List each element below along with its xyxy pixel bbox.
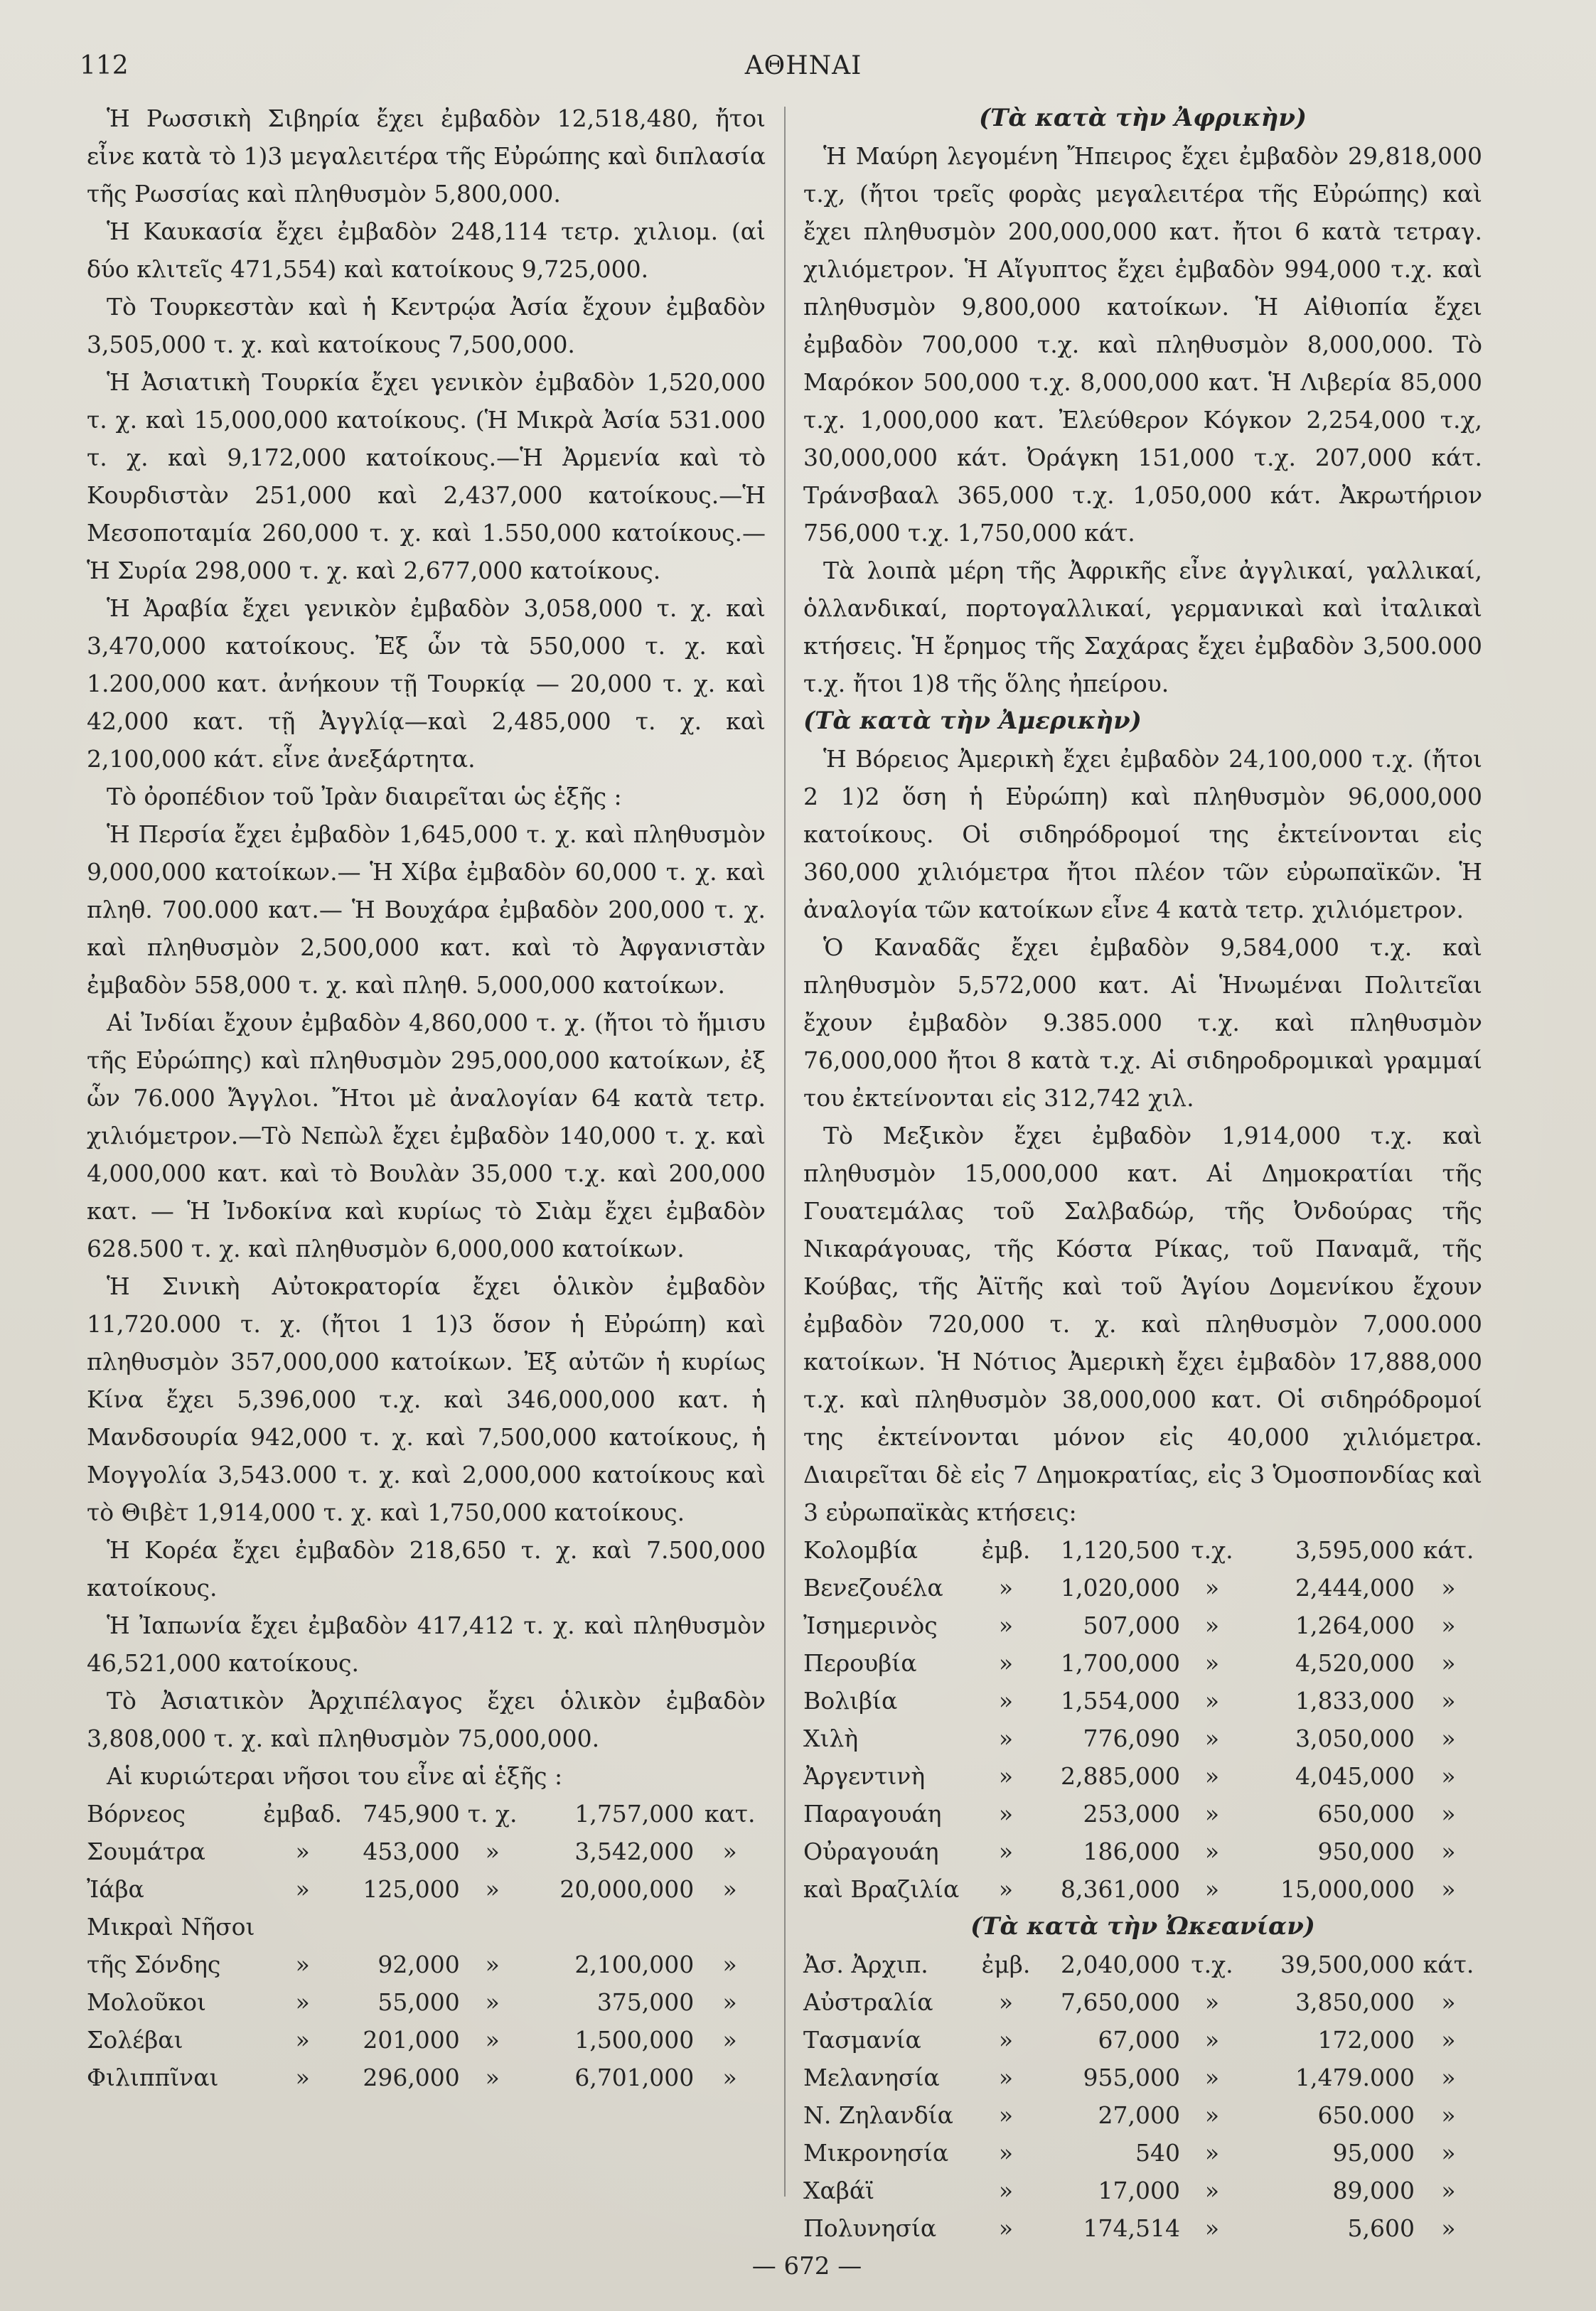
paragraph: Ἡ Μαύρη λεγομένη Ἤπειρος ἔχει ἐμβαδὸν 29,818,000 τ.χ, (ἤτοι τρεῖς φορὰς μεγαλειτέρα τῆς Εὐρώπης) καὶ ἔχει πληθυσμὸν 200,000,000 κατ. ἤτοι 6 κατὰ τετραγ. χιλιόμετρον. Ἡ Αἴγυπτος ἔχει ἐμβαδὸν 994,000 τ.χ. καὶ πληθυσμὸν 9,800,000 κατοίκων. Ἡ Αἰθιοπία ἔχει ἐμβαδὸν 700,000 τ.χ. καὶ πληθυσμὸν 8,000,000. Τὸ Μαρόκον 500,000 τ.χ. 8,000,000 κατ. Ἡ Λιβερία 85,000 τ.χ. 1,000,000 κατ. Ἐλεύθερον Κόγκον 2,254,000 τ.χ, 30,000,000 κάτ. Ὀράγκη 151,000 τ.χ. 207,000 κάτ. Τράνσβααλ 365,000 τ.χ. 1,050,000 κάτ. Ἀκρωτήριον 756,000 τ.χ. 1,750,000 κάτ. [803,142,1482,547]
ditto-mark: » [485,2064,500,2091]
area-value: 174,514 [1083,2214,1180,2242]
ditto-mark: » [1441,2101,1456,2129]
ditto-mark: » [722,1988,737,2016]
area-value: 27,000 [1098,2101,1180,2129]
area-unit: τ.χ. [1191,1536,1233,1564]
population-value: 3,050,000 [1295,1725,1415,1752]
ditto-mark: » [998,2214,1014,2242]
population-value: 172,000 [1317,2026,1415,2054]
area-value: 540 [1135,2139,1180,2167]
population-value: 3,850,000 [1295,1988,1415,2016]
area-value: 955,000 [1083,2064,1180,2091]
ditto-mark: » [1441,1649,1456,1677]
ditto-mark: » [1441,2214,1456,2242]
paragraph: Ἡ Κορέα ἔχει ἐμβαδὸν 218,650 τ. χ. καὶ 7.500,000 κατοίκους. [87,1536,766,1602]
population-value: 3,595,000 [1295,1536,1415,1564]
row-name: Σουμάτρα [87,1838,205,1865]
page-number: 112 [80,51,129,80]
row-name: Παραγουάη [803,1800,942,1828]
row-name: Ν. Ζηλανδία [803,2101,953,2129]
population-value: 1,757,000 [574,1800,695,1828]
ditto-mark: » [1441,2064,1456,2091]
ditto-mark: » [998,2101,1014,2129]
population-value: 2,444,000 [1295,1574,1415,1602]
area-label: ἐμβ. [981,1536,1031,1564]
paragraph: Ἡ Ρωσσικὴ Σιβηρία ἔχει ἐμβαδὸν 12,518,480, ἤτοι εἶνε κατὰ τὸ 1)3 μεγαλειτέρα τῆς Εὐρώπης καὶ διπλασία τῆς Ρωσσίας καὶ πληθυσμὸν 5,800,000. [87,104,766,208]
population-value: 950,000 [1317,1838,1415,1865]
ditto-mark: » [998,2026,1014,2054]
table-row [803,1531,1482,1569]
row-name: Βολιβία [803,1687,898,1715]
table-row [87,1983,766,2021]
population-value: 3,542,000 [574,1838,695,1865]
population-value: 1,500,000 [574,2026,695,2054]
ditto-mark: » [1204,2101,1220,2129]
row-name: Ἰάβα [87,1875,144,1903]
row-name: Περουβία [803,1649,917,1677]
ditto-mark: » [1204,1800,1220,1828]
ditto-mark: » [1204,1649,1220,1677]
ditto-mark: » [485,1875,500,1903]
ditto-mark: » [722,2026,737,2054]
area-value: 17,000 [1098,2177,1180,2204]
area-value: 2,885,000 [1061,1762,1180,1790]
population-unit: κάτ. [1423,1951,1474,1978]
area-value: 453,000 [363,1838,460,1865]
ditto-mark: » [1441,1725,1456,1752]
ditto-mark: » [998,1687,1014,1715]
section-heading-america: (Τὰ κατὰ τὴν Ἀμερικὴν) [803,707,1142,735]
area-value [342,1908,460,1946]
paragraph: Ὁ Καναδᾶς ἔχει ἐμβαδὸν 9,584,000 τ.χ. καὶ πληθυσμὸν 5,572,000 κατ. Αἱ Ἡνωμέναι Πολιτεῖαι ἔχουν ἐμβαδὸν 9.385.000 τ.χ. καὶ πληθυσμὸν 76,000,000 ἤτοι 8 κατὰ τ.χ. Αἱ σιδηροδρομικαὶ γραμμαί του ἐκτείνονται εἰς 312,742 χιλ. [803,933,1482,1112]
ditto-mark: » [1204,1988,1220,2016]
row-name: Βενεζουέλα [803,1574,943,1602]
ditto-mark: » [1204,1875,1220,1903]
table-row [803,1795,1482,1833]
right-column [803,100,1482,2247]
area-value: 1,020,000 [1061,1574,1180,1602]
row-name: Τασμανία [803,2026,921,2054]
ditto-mark: » [1441,1838,1456,1865]
population-value: 20,000,000 [559,1875,695,1903]
paragraph: Αἱ κυριώτεραι νῆσοι του εἶνε αἱ ἑξῆς : [107,1762,563,1790]
ditto-mark: » [295,2026,310,2054]
ditto-mark: » [295,1951,310,1978]
ditto-mark: » [485,1838,500,1865]
row-name: Χιλὴ [803,1725,859,1752]
table-row [87,1946,766,1983]
table-row [87,1908,766,1946]
table-row [803,1757,1482,1795]
row-name: καὶ Βραζιλία [803,1875,960,1903]
ditto-mark: » [1441,1762,1456,1790]
paragraph: Ἡ Περσία ἔχει ἐμβαδὸν 1,645,000 τ. χ. καὶ πληθυσμὸν 9,000,000 κατοίκων.— Ἡ Χίβα ἐμβαδὸν 60,000 τ. χ. καὶ πληθ. 700.000 κατ.— Ἡ Βουχάρα ἐμβαδὸν 200,000 τ. χ. καὶ πληθυσμὸν 2,500,000 κατ. καὶ τὸ Ἀφγανιστὰν ἐμβαδὸν 558,000 τ. χ. καὶ πληθ. 5,000,000 κατοίκων. [87,820,766,999]
ditto-mark: » [1204,2214,1220,2242]
ditto-mark [694,1908,766,1946]
area-value: 125,000 [363,1875,460,1903]
area-value: 296,000 [363,2064,460,2091]
ditto-mark: » [1204,1838,1220,1865]
ditto-mark: » [1204,1687,1220,1715]
islands-rows [87,1833,766,2096]
left-column [87,100,766,2096]
footer-page-number: — 672 — [751,2252,862,2280]
islands-table [87,1795,766,2096]
area-value: 745,900 [363,1800,460,1828]
ditto-mark: » [998,1875,1014,1903]
paragraph: Ἡ Βόρειος Ἀμερικὴ ἔχει ἐμβαδὸν 24,100,000 τ.χ. (ἤτοι 2 1)2 ὅση ἡ Εὐρώπη) καὶ πληθυσμὸν 96,000,000 κατοίκους. Οἱ σιδηρόδρομοί της ἐκτείνονται εἰς 360,000 χιλιόμετρα ἤτοι πλέον τῶν εὐρωπαϊκῶν. Ἡ ἀναλογία τῶν κατοίκων εἶνε 4 κατὰ τετρ. χιλιόμετρον. [803,745,1482,923]
country-name: Κολομβία [803,1536,918,1564]
ditto-mark: » [1441,1988,1456,2016]
area-value: 55,000 [377,1988,460,2016]
paragraph: Ἡ Ἀραβία ἔχει γενικὸν ἐμβαδὸν 3,058,000 τ. χ. καὶ 3,470,000 κατοίκους. Ἐξ ὧν τὰ 550,000 τ. χ. καὶ 1.200,000 κατ. ἀνήκουν τῇ Τουρκίᾳ — 20,000 τ. χ. καὶ 42,000 κατ. τῇ Ἀγγλίᾳ—καὶ 2,485,000 τ. χ. καὶ 2,100,000 κάτ. εἶνε ἀνεξάρτητα. [87,594,766,773]
paragraph: Ἡ Καυκασία ἔχει ἐμβαδὸν 248,114 τετρ. χιλιομ. (αἱ δύο κλιτεῖς 471,554) καὶ κατοίκους 9,725,000. [87,218,766,283]
ditto-mark: » [998,1612,1014,1639]
paragraph: Ἡ Ἀσιατικὴ Τουρκία ἔχει γενικὸν ἐμβαδὸν 1,520,000 τ. χ. καὶ 15,000,000 κατοίκους. (Ἡ Μικρὰ Ἀσία 531.000 τ. χ. καὶ 9,172,000 κατοίκους.—Ἡ Ἀρμενία καὶ τὸ Κουρδιστὰν 251,000 καὶ 2,437,000 κατοίκους.—Ἡ Μεσοποταμία 260,000 τ. χ. καὶ 1.550,000 κατοίκους.—Ἡ Συρία 298,000 τ. χ. καὶ 2,677,000 κατοίκους. [87,368,766,584]
paragraph: Αἱ Ἰνδίαι ἔχουν ἐμβαδὸν 4,860,000 τ. χ. (ἤτοι τὸ ἥμισυ τῆς Εὐρώπης) καὶ πληθυσμὸν 295,000,000 κατοίκων, ἐξ ὧν 76.000 Ἄγγλοι. Ἤτοι μὲ ἀναλογίαν 64 κατὰ τετρ. χιλιόμετρον.—Τὸ Νεπὼλ ἔχει ἐμβαδὸν 140,000 τ. χ. καὶ 4,000,000 κατ. καὶ τὸ Βουλὰν 35,000 τ.χ. καὶ 200,000 κατ. — Ἡ Ἰνδοκίνα καὶ κυρίως τὸ Σιὰμ ἔχει ἐμβαδὸν 628.500 τ. χ. καὶ πληθυσμὸν 6,000,000 κατοίκων. [87,1009,766,1262]
table-row [803,1870,1482,1908]
section-heading-oceania: (Τὰ κατὰ τὴν Ὠκεανίαν) [970,1912,1315,1941]
ditto-mark: » [1204,1574,1220,1602]
table-row [87,1795,766,1833]
table-row [803,2021,1482,2059]
row-name: Ἀργεντινὴ [803,1762,926,1790]
ditto-mark: » [295,2064,310,2091]
area-value: 186,000 [1083,1838,1180,1865]
row-name: Σολέβαι [87,2026,183,2054]
ditto-mark: » [1441,2177,1456,2204]
ditto-mark: » [1204,2064,1220,2091]
ditto-mark: » [722,2064,737,2091]
paragraph: Τὸ Ἀσιατικὸν Ἀρχιπέλαγος ἔχει ὁλικὸν ἐμβαδὸν 3,808,000 τ. χ. καὶ πληθυσμὸν 75,000,000. [87,1687,766,1752]
population-value: 650,000 [1317,1800,1415,1828]
population-value: 95,000 [1332,2139,1415,2167]
table-row [803,1946,1482,1983]
ditto-mark: » [998,1838,1014,1865]
table-row [803,1607,1482,1644]
table-row [87,2059,766,2096]
area-value: 2,040,000 [1061,1951,1180,1978]
ditto-mark: » [722,1951,737,1978]
paragraph: Τὸ ὀροπέδιον τοῦ Ἰρὰν διαιρεῖται ὡς ἑξῆς : [107,783,622,810]
paragraph: Τὸ Τουρκεστὰν καὶ ἡ Κεντρῴα Ἀσία ἔχουν ἐμβαδὸν 3,505,000 τ. χ. καὶ κατοίκους 7,500,000. [87,293,766,358]
row-name: Μελανησία [803,2064,940,2091]
area-value: 776,090 [1083,1725,1180,1752]
ditto-mark: » [998,1762,1014,1790]
row-name: Οὐραγουάη [803,1838,939,1865]
area-value: 201,000 [363,2026,460,2054]
population-value: 5,600 [1347,2214,1415,2242]
area-value: 1,700,000 [1061,1649,1180,1677]
area-unit: τ.χ. [1191,1951,1233,1978]
ditto-mark: » [722,1875,737,1903]
ditto-mark: » [1441,1800,1456,1828]
population-value: 6,701,000 [574,2064,695,2091]
ditto-mark: » [1204,2026,1220,2054]
section-heading-africa: (Τὰ κατὰ τὴν Ἀφρικὴν) [978,104,1307,132]
area-label: ἐμβ. [981,1951,1031,1978]
row-name: τῆς Σόνδης [87,1951,221,1978]
ditto-mark: » [1441,2139,1456,2167]
area-value: 507,000 [1083,1612,1180,1639]
population-value: 2,100,000 [574,1951,695,1978]
ditto-mark: » [998,2064,1014,2091]
area-value: 253,000 [1083,1800,1180,1828]
row-name: Μολοῦκοι [87,1988,206,2016]
population-value: 4,520,000 [1295,1649,1415,1677]
america-rows [803,1569,1482,1908]
ditto-mark: » [1441,1612,1456,1639]
table-row [803,2172,1482,2209]
ditto-mark: » [295,1875,310,1903]
row-name: Πολυνησία [803,2214,937,2242]
table-row [803,2134,1482,2172]
ditto-mark: » [1441,1875,1456,1903]
paragraph: Τὰ λοιπὰ μέρη τῆς Ἀφρικῆς εἶνε ἀγγλικαί, γαλλικαί, ὁλλανδικαί, πορτογαλλικαί, γερμανικαὶ καὶ ἰταλικαὶ κτήσεις. Ἡ ἔρημος τῆς Σαχάρας ἔχει ἐμβαδὸν 3,500.000 τ.χ. ἤτοι 1)8 τῆς ὅλης ἠπείρου. [803,557,1482,697]
row-name: Αὐστραλία [803,1988,933,2016]
oceania-table [803,1946,1482,2247]
population-value: 89,000 [1332,2177,1415,2204]
row-name: Μικραὶ Νῆσοι [87,1913,255,1941]
ditto-mark: » [1441,1574,1456,1602]
table-row [803,1720,1482,1757]
ditto-mark: » [485,1988,500,2016]
ditto-mark: » [998,1800,1014,1828]
ditto-mark: » [1441,2026,1456,2054]
ditto-mark: » [1204,1762,1220,1790]
table-row [803,2096,1482,2134]
ditto-mark: » [998,1574,1014,1602]
table-row [803,2209,1482,2247]
ditto-mark: » [1204,1612,1220,1639]
oceania-rows [803,1983,1482,2247]
table-row [803,1644,1482,1682]
ditto-mark [460,1908,525,1946]
table-row [87,2021,766,2059]
area-value: 1,554,000 [1061,1687,1180,1715]
table-row [803,1569,1482,1607]
population-value: 39,500,000 [1280,1951,1415,1978]
row-name: Φιλιππῖναι [87,2064,219,2091]
island-name: Βόρνεος [87,1800,186,1828]
area-unit: τ. χ. [467,1800,518,1828]
area-label: ἐμβαδ. [263,1800,343,1828]
area-value: 7,650,000 [1061,1988,1180,2016]
population-value: 15,000,000 [1280,1875,1415,1903]
ditto-mark: » [722,1838,737,1865]
population-value [525,1908,695,1946]
ditto-mark: » [998,2139,1014,2167]
table-row [803,2059,1482,2096]
column-divider [784,107,786,2197]
population-value: 1,833,000 [1295,1687,1415,1715]
region-name: Ἀσ. Ἀρχιπ. [803,1951,928,1978]
ditto-mark: » [1204,2177,1220,2204]
area-value: 92,000 [377,1951,460,1978]
ditto-mark: » [998,2177,1014,2204]
population-value: 375,000 [596,1988,695,2016]
population-value: 4,045,000 [1295,1762,1415,1790]
ditto-mark: » [998,1988,1014,2016]
population-unit: κάτ. [1423,1536,1474,1564]
paragraph: Ἡ Ἰαπωνία ἔχει ἐμβαδὸν 417,412 τ. χ. καὶ πληθυσμὸν 46,521,000 κατοίκους. [87,1612,766,1677]
paragraph: Τὸ Μεξικὸν ἔχει ἐμβαδὸν 1,914,000 τ.χ. καὶ πληθυσμὸν 15,000,000 κατ. Αἱ Δημοκρατίαι τῆς Γουατεμάλας τοῦ Σαλβαδώρ, τῆς Ὀνδούρας τῆς Νικαράγουας, τῆς Κόστα Ρίκας, τοῦ Παναμᾶ, τῆς Κούβας, τῆς Ἀϊτῆς καὶ τοῦ Ἁγίου Δομενίκου ἔχουν ἐμβαδὸν 720,000 τ. χ. καὶ πληθυσμὸν 7,000.000 κατοίκων. Ἡ Νότιος Ἀμερικὴ ἔχει ἐμβαδὸν 17,888,000 τ.χ. καὶ πληθυσμὸν 38,000,000 κατ. Οἱ σιδηρόδρομοί της ἐκτείνονται μόνον εἰς 40,000 χιλιόμετρα. Διαιρεῖται δὲ εἰς 7 Δημοκρατίας, εἰς 3 Ὁμοσπονδίας καὶ 3 εὐρωπαϊκὰς κτήσεις: [803,1122,1482,1526]
ditto-mark: » [1204,2139,1220,2167]
table-row [87,1833,766,1870]
ditto-mark: » [295,1838,310,1865]
ditto-mark [263,1908,342,1946]
population-unit: κατ. [704,1800,756,1828]
table-row [803,1983,1482,2021]
population-value: 650.000 [1317,2101,1415,2129]
row-name: Ἰσημερινὸς [803,1612,938,1639]
ditto-mark: » [295,1988,310,2016]
area-value: 1,120,500 [1061,1536,1180,1564]
row-name: Χαβάϊ [803,2177,875,2204]
population-value: 1,479.000 [1295,2064,1415,2091]
running-title: ΑΘΗΝΑΙ [744,51,862,80]
area-value: 67,000 [1098,2026,1180,2054]
ditto-mark: » [1441,1687,1456,1715]
area-value: 8,361,000 [1061,1875,1180,1903]
ditto-mark: » [485,2026,500,2054]
paragraph: Ἡ Σινικὴ Αὐτοκρατορία ἔχει ὁλικὸν ἐμβαδὸν 11,720.000 τ. χ. (ἤτοι 1 1)3 ὅσον ἡ Εὐρώπη) καὶ πληθυσμὸν 357,000,000 κατοίκων. Ἐξ αὐτῶν ἡ κυρίως Κίνα ἔχει 5,396,000 τ.χ. καὶ 346,000,000 κατ. ἡ Μανδσουρία 942,000 τ. χ. καὶ 7,500,000 κατοίκους, ἡ Μογγολία 3,543.000 τ. χ. καὶ 2,000,000 κατοίκους καὶ τὸ Θιβὲτ 1,914,000 τ. χ. καὶ 1,750,000 κατοίκους. [87,1272,766,1526]
ditto-mark: » [1204,1725,1220,1752]
table-row [803,1682,1482,1720]
ditto-mark: » [998,1725,1014,1752]
ditto-mark: » [998,1649,1014,1677]
table-row [803,1833,1482,1870]
ditto-mark: » [485,1951,500,1978]
row-name: Μικρονησία [803,2139,949,2167]
population-value: 1,264,000 [1295,1612,1415,1639]
america-table [803,1531,1482,1908]
table-row [87,1870,766,1908]
